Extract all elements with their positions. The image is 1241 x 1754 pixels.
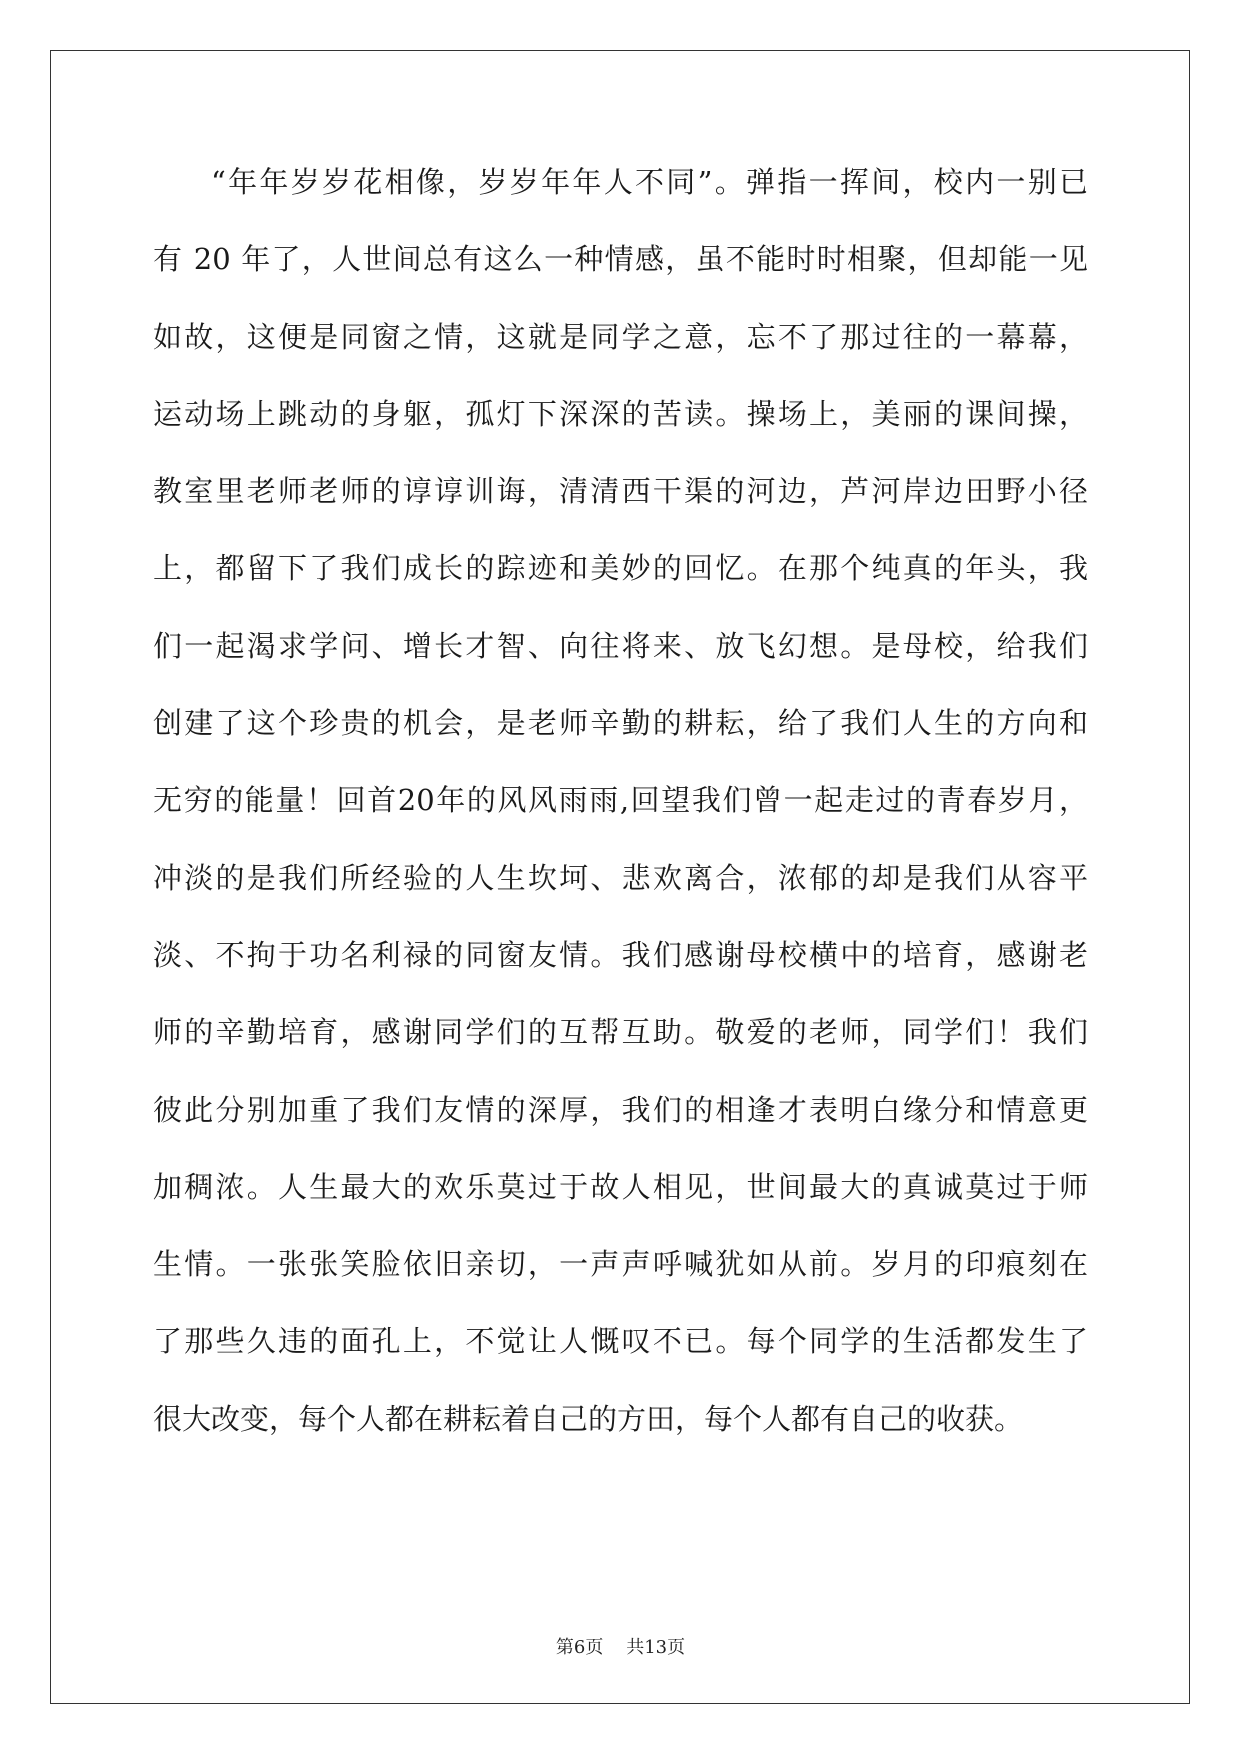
text-line: “年年岁岁花相像，岁岁年年人不同”。弹指一挥间，校内一别已 bbox=[211, 165, 1088, 199]
text-line: 很大改变，每个人都在耕耘着自己的方田，每个人都有自己的收获。 bbox=[153, 1401, 1024, 1436]
text-line: 了那些久违的面孔上，不觉让人慨叹不已。每个同学的生活都发生了 bbox=[153, 1324, 1088, 1359]
page-number-footer: 第6页 共13页 bbox=[555, 1637, 686, 1658]
text-line: 们一起渴求学问、增长才智、向往将来、放飞幻想。是母校，给我们 bbox=[153, 628, 1088, 663]
text-line: 彼此分别加重了我们友情的深厚，我们的相逢才表明白缘分和情意更 bbox=[153, 1092, 1088, 1127]
text-line: 上，都留下了我们成长的踪迹和美妙的回忆。在那个纯真的年头，我 bbox=[153, 551, 1088, 586]
text-line: 无穷的能量！回首20年的风风雨雨,回望我们曾一起走过的青春岁月， bbox=[153, 783, 1088, 818]
text-line: 冲淡的是我们所经验的人生坎坷、悲欢离合，浓郁的却是我们从容平 bbox=[153, 860, 1088, 895]
text-line: 淡、不拘于功名利禄的同窗友情。我们感谢母校横中的培育，感谢老 bbox=[153, 937, 1088, 972]
text-line: 生情。一张张笑脸依旧亲切，一声声呼喊犹如从前。岁月的印痕刻在 bbox=[153, 1247, 1088, 1282]
text-line: 运动场上跳动的身躯，孤灯下深深的苦读。操场上，美丽的课间操， bbox=[153, 396, 1088, 431]
text-line: 如故，这便是同窗之情，这就是同学之意，忘不了那过往的一幕幕， bbox=[153, 319, 1088, 354]
text-line: 有 20 年了，人世间总有这么一种情感，虽不能时时相聚，但却能一见 bbox=[153, 242, 1088, 277]
text-line: 师的辛勤培育，感谢同学们的互帮互助。敬爱的老师，同学们！我们 bbox=[153, 1015, 1088, 1050]
body-paragraph bbox=[153, 160, 1088, 1474]
text-line: 创建了这个珍贵的机会，是老师辛勤的耕耘，给了我们人生的方向和 bbox=[153, 706, 1088, 741]
text-line: 教室里老师老师的谆谆训诲，清清西干渠的河边，芦河岸边田野小径 bbox=[153, 474, 1088, 509]
text-line: 加稠浓。人生最大的欢乐莫过于故人相见，世间最大的真诚莫过于师 bbox=[153, 1169, 1088, 1204]
